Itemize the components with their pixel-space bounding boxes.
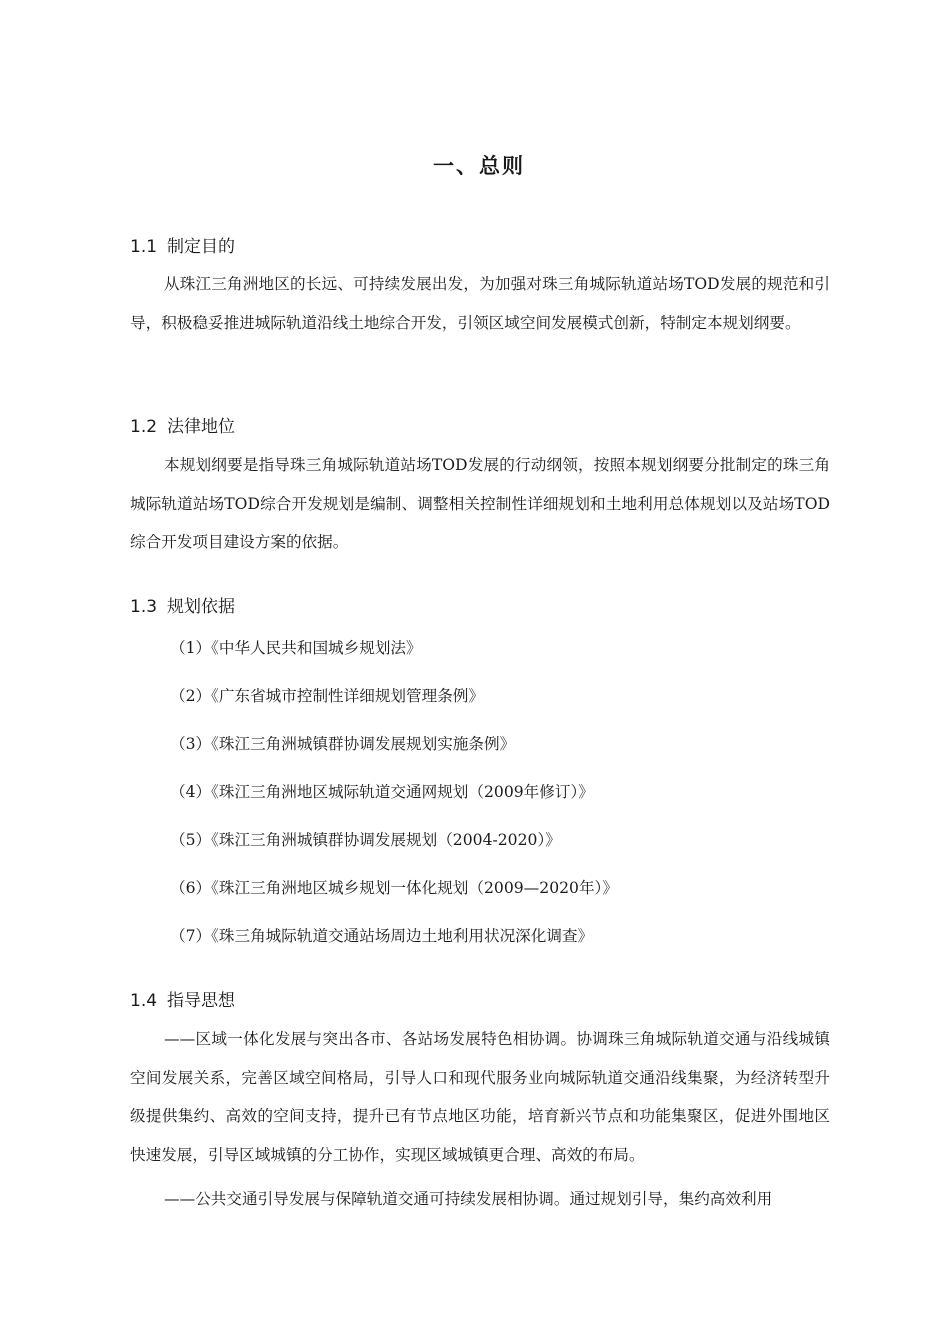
- section-number: 1.2: [130, 417, 158, 437]
- section-heading-1-1: [130, 232, 235, 257]
- reference-item: （1）《中华人民共和国城乡规划法》: [170, 639, 422, 657]
- paragraph: ——区域一体化发展与突出各市、各站场发展特色相协调。协调珠三角城际轨道交通与沿线城镇空间发展关系，完善区域空间格局，引导人口和现代服务业向城际轨道交通沿线集聚，为经济转型升级提供集约、高效的空间支持，提升已有节点地区功能，培育新兴节点和功能集聚区，促进外围地区快速发展，引导区域城镇的分工协作，实现区域城镇更合理、高效的布局。: [130, 1030, 830, 1164]
- reference-item: （2）《广东省城市控制性详细规划管理条例》: [170, 687, 484, 705]
- section-number: 1.1: [130, 237, 158, 257]
- section-heading-1-3: [130, 592, 235, 617]
- section-heading-1-2: [130, 412, 235, 437]
- reference-item: （4）《珠江三角洲地区城际轨道交通网规划（2009年修订）》: [170, 783, 594, 801]
- reference-item: （3）《珠江三角洲城镇群协调发展规划实施条例》: [170, 735, 516, 753]
- paragraph: 本规划纲要是指导珠三角城际轨道站场TOD发展的行动纲领，按照本规划纲要分批制定的珠三角城际轨道站场TOD综合开发规划是编制、调整相关控制性详细规划和土地利用总体规划以及站场TOD综合开发项目建设方案的依据。: [130, 456, 830, 551]
- reference-item: （7）《珠三角城际轨道交通站场周边土地利用状况深化调查》: [170, 927, 594, 945]
- section-title: 指导思想: [167, 991, 236, 1011]
- reference-item: （5）《珠江三角洲城镇群协调发展规划（2004-2020）》: [170, 831, 561, 849]
- section-number: 1.4: [130, 991, 158, 1011]
- reference-item: （6）《珠江三角洲地区城乡规划一体化规划（2009—2020年）》: [170, 879, 618, 897]
- paragraph: ——公共交通引导发展与保障轨道交通可持续发展相协调。通过规划引导，集约高效利用: [164, 1190, 773, 1208]
- section-heading-1-4: [130, 986, 235, 1011]
- paragraph: 从珠江三角洲地区的长远、可持续发展出发，为加强对珠三角城际轨道站场TOD发展的规范和引导，积极稳妥推进城际轨道沿线土地综合开发，引领区域空间发展模式创新，特制定本规划纲要。: [130, 275, 830, 332]
- section-title: 规划依据: [167, 597, 236, 617]
- chapter-title: 一、总则: [433, 154, 525, 178]
- section-title: 法律地位: [167, 417, 236, 437]
- section-number: 1.3: [130, 597, 158, 617]
- section-title: 制定目的: [167, 237, 236, 257]
